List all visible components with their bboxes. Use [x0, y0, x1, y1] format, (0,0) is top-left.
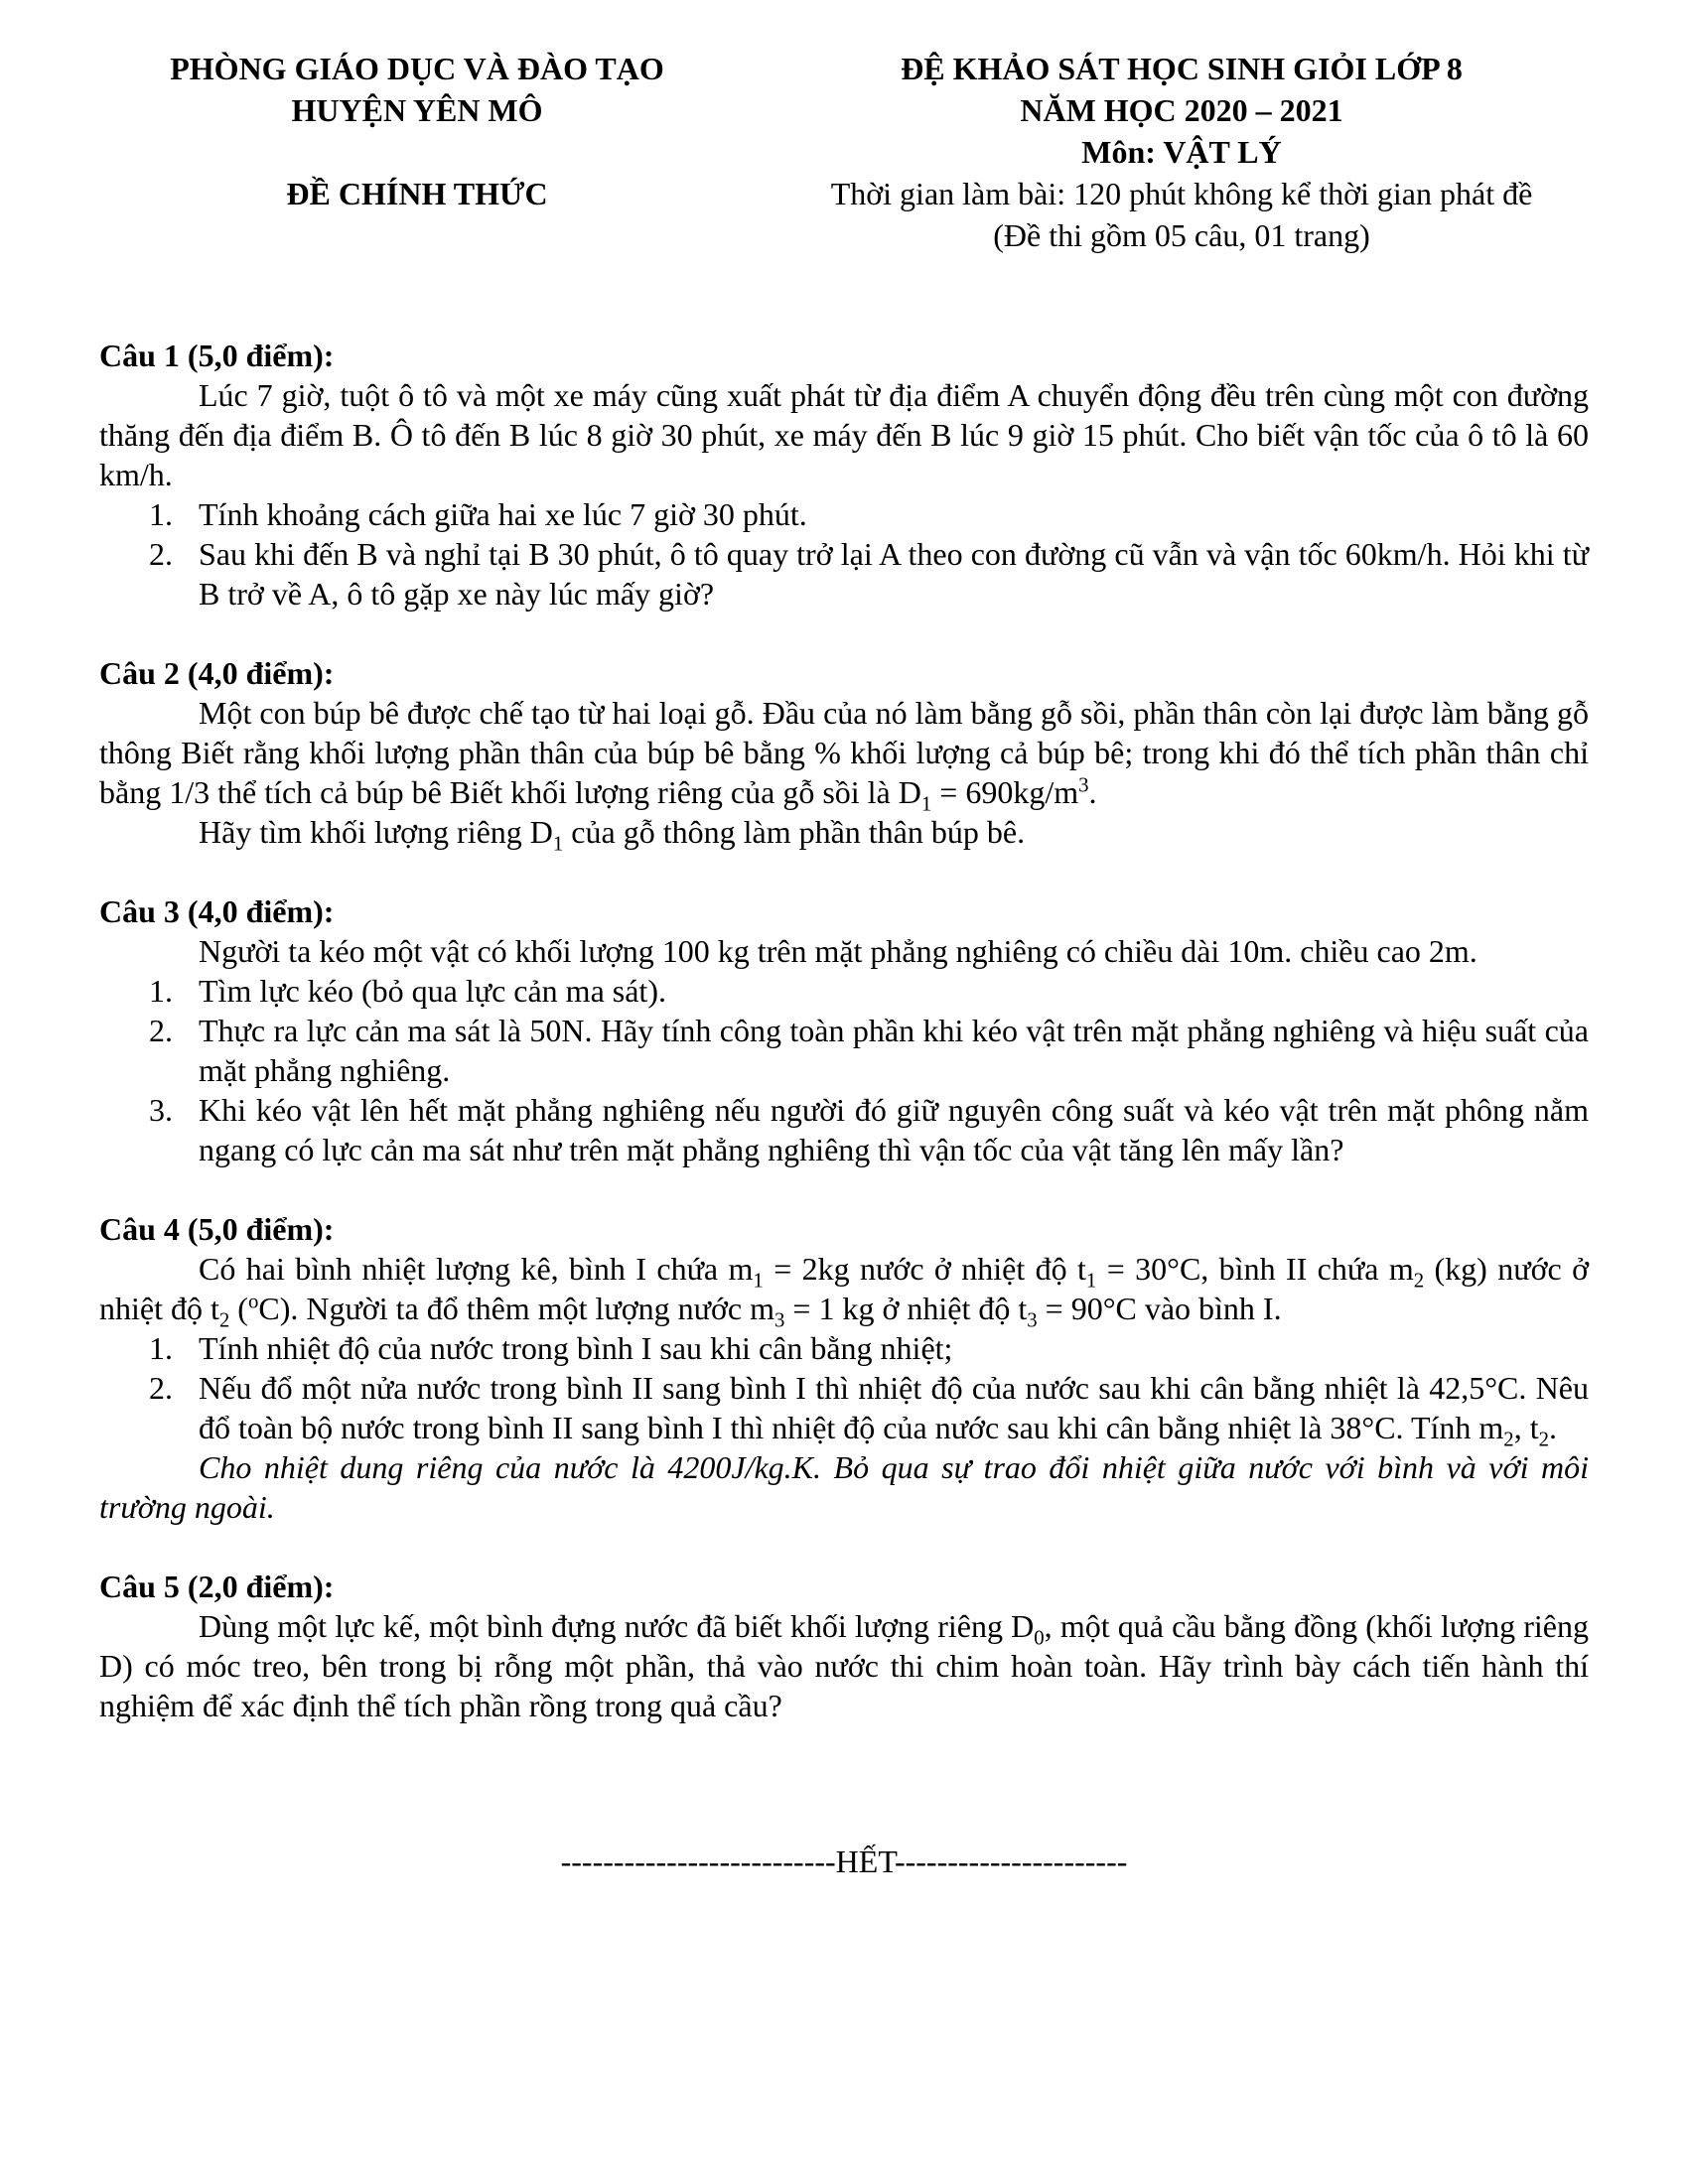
- question-4-note: Cho nhiệt dung riêng của nước là 4200J/kg.K. Bỏ qua sự trao đổi nhiệt giữa nước với bình và với môi trường ngoài.: [99, 1449, 1589, 1525]
- list-item: 3. Khi kéo vật lên hết mặt phẳng nghiêng nếu người đó giữ nguyên công suất và kéo vật trên mặt phông nằm ngang có lực cản ma sát như trên mặt phẳng nghiêng thì vận tốc của vật tăng lên mấy lần?: [149, 1092, 1589, 1167]
- header-left: [99, 48, 735, 214]
- question-4-text: Có hai bình nhiệt lượng kê, bình I chứa $m_1 = 2kg$ nước ở nhiệt độ $t_1 = 30^\circ C$, bình II chứa $m_2$ (kg) nước ở nhiệt độ $t_2$ ($^o$C). Người ta đổ thêm một lượng nước $m_3 = 1$ kg ở nhiệt độ $t_3 = 90^\circ C$ vào bình I.: [99, 1251, 1590, 1332]
- question-2: [99, 653, 1589, 856]
- question-3-title: Câu 3 (4,0 điểm):: [99, 893, 335, 929]
- question-5: [99, 1567, 1589, 1725]
- page-count: (Đề thi gồm 05 câu, 01 trang): [993, 217, 1370, 253]
- question-5-text: Dùng một lực kế, một bình đựng nước đã biết khối lượng riêng $D_0$, một quả cầu bằng đồng (khối lượng riêng D) có móc treo, bên trong bị rỗng một phần, thả vào nước thi chim hoàn toàn. Hãy trình bày cách tiến hành thí nghiệm để xác định thể tích phần rồng trong quả cầu?: [99, 1608, 1590, 1723]
- header-right: [755, 48, 1609, 256]
- question-1: [99, 336, 1589, 614]
- question-4-title: Câu 4 (5,0 điểm):: [99, 1211, 335, 1247]
- department-name: PHÒNG GIÁO DỤC VÀ ĐÀO TẠO: [170, 51, 664, 86]
- time-allowed: Thời gian làm bài: 120 phút không kể thời gian phát đề: [830, 176, 1533, 211]
- exam-title: ĐỆ KHẢO SÁT HỌC SINH GIỎI LỚP 8: [901, 51, 1463, 86]
- question-2-task: Hãy tìm khối lượng riêng $D_1$ của gỗ thông làm phần thân búp bê.: [199, 814, 1026, 856]
- question-4-items: [99, 1328, 1589, 1451]
- question-4: [99, 1209, 1589, 1527]
- subject: Môn: VẬT LÝ: [1081, 134, 1282, 170]
- list-item: 2. Thực ra lực cản ma sát là 50N. Hãy tính công toàn phần khi kéo vật trên mặt phẳng nghiêng và hiệu suất của mặt phẳng nghiêng.: [149, 1013, 1589, 1088]
- list-item: 1. Tính khoảng cách giữa hai xe lúc 7 giờ 30 phút.: [149, 496, 807, 532]
- official-label: ĐỀ CHÍNH THỨC: [286, 176, 548, 211]
- exam-body: [99, 336, 1589, 1765]
- question-2-title: Câu 2 (4,0 điểm):: [99, 655, 335, 691]
- question-3: [99, 891, 1589, 1169]
- list-item: 1. Tính nhiệt độ của nước trong bình I sau khi cân bằng nhiệt;: [149, 1330, 953, 1366]
- list-item: 2. Sau khi đến B và nghỉ tại B 30 phút, ô tô quay trở lại A theo con đường cũ vẫn và vận tốc 60km/h. Hỏi khi từ B trở về A, ô tô gặp xe này lúc mấy giờ?: [149, 536, 1589, 612]
- end-marker: --------------------------HẾT----------------------: [560, 1843, 1128, 1879]
- question-3-text: Người ta kéo một vật có khối lượng 100 kg trên mặt phẳng nghiêng có chiều dài 10m. chiều cao 2m.: [199, 933, 1477, 969]
- question-1-items: [99, 494, 1589, 614]
- question-1-title: Câu 1 (5,0 điểm):: [99, 338, 335, 373]
- list-item: 1. Tìm lực kéo (bỏ qua lực cản ma sát).: [149, 973, 666, 1009]
- question-5-title: Câu 5 (2,0 điểm):: [99, 1569, 335, 1604]
- question-3-items: [99, 971, 1589, 1169]
- district-name: HUYỆN YÊN MÔ: [291, 92, 543, 128]
- list-item: 2. Nếu đổ một nửa nước trong bình II sang bình I thì nhiệt độ của nước sau khi cân bằng nhiệt là 42,5°C. Nêu đổ toàn bộ nước trong bình II sang bình I thì nhiệt độ của nước sau khi cân bằng nhiệt là 38°C. Tính $m_2$, $t_2$.: [149, 1370, 1589, 1451]
- school-year: NĂM HỌC 2020 – 2021: [1020, 92, 1343, 128]
- question-2-text: Một con búp bê được chế tạo từ hai loại gỗ. Đầu của nó làm bằng gỗ sồi, phần thân còn lại được làm bằng gỗ thông Biết rằng khối lượng phần thân của búp bê bằng % khối lượng cả búp bê; trong khi đó thể tích phần thân chỉ bằng 1/3 thể tích cả búp bê Biết khối lượng riêng của gỗ sồi là $D_1 = 690kg/m^3$.: [99, 695, 1589, 816]
- question-1-text: Lúc 7 giờ, tuột ô tô và một xe máy cũng xuất phát từ địa điểm A chuyển động đều trên cùng một con đường thăng đến địa điểm B. Ô tô đến B lúc 8 giờ 30 phút, xe máy đến B lúc 9 giờ 15 phút. Cho biết vận tốc của ô tô là 60 km/h.: [99, 377, 1589, 492]
